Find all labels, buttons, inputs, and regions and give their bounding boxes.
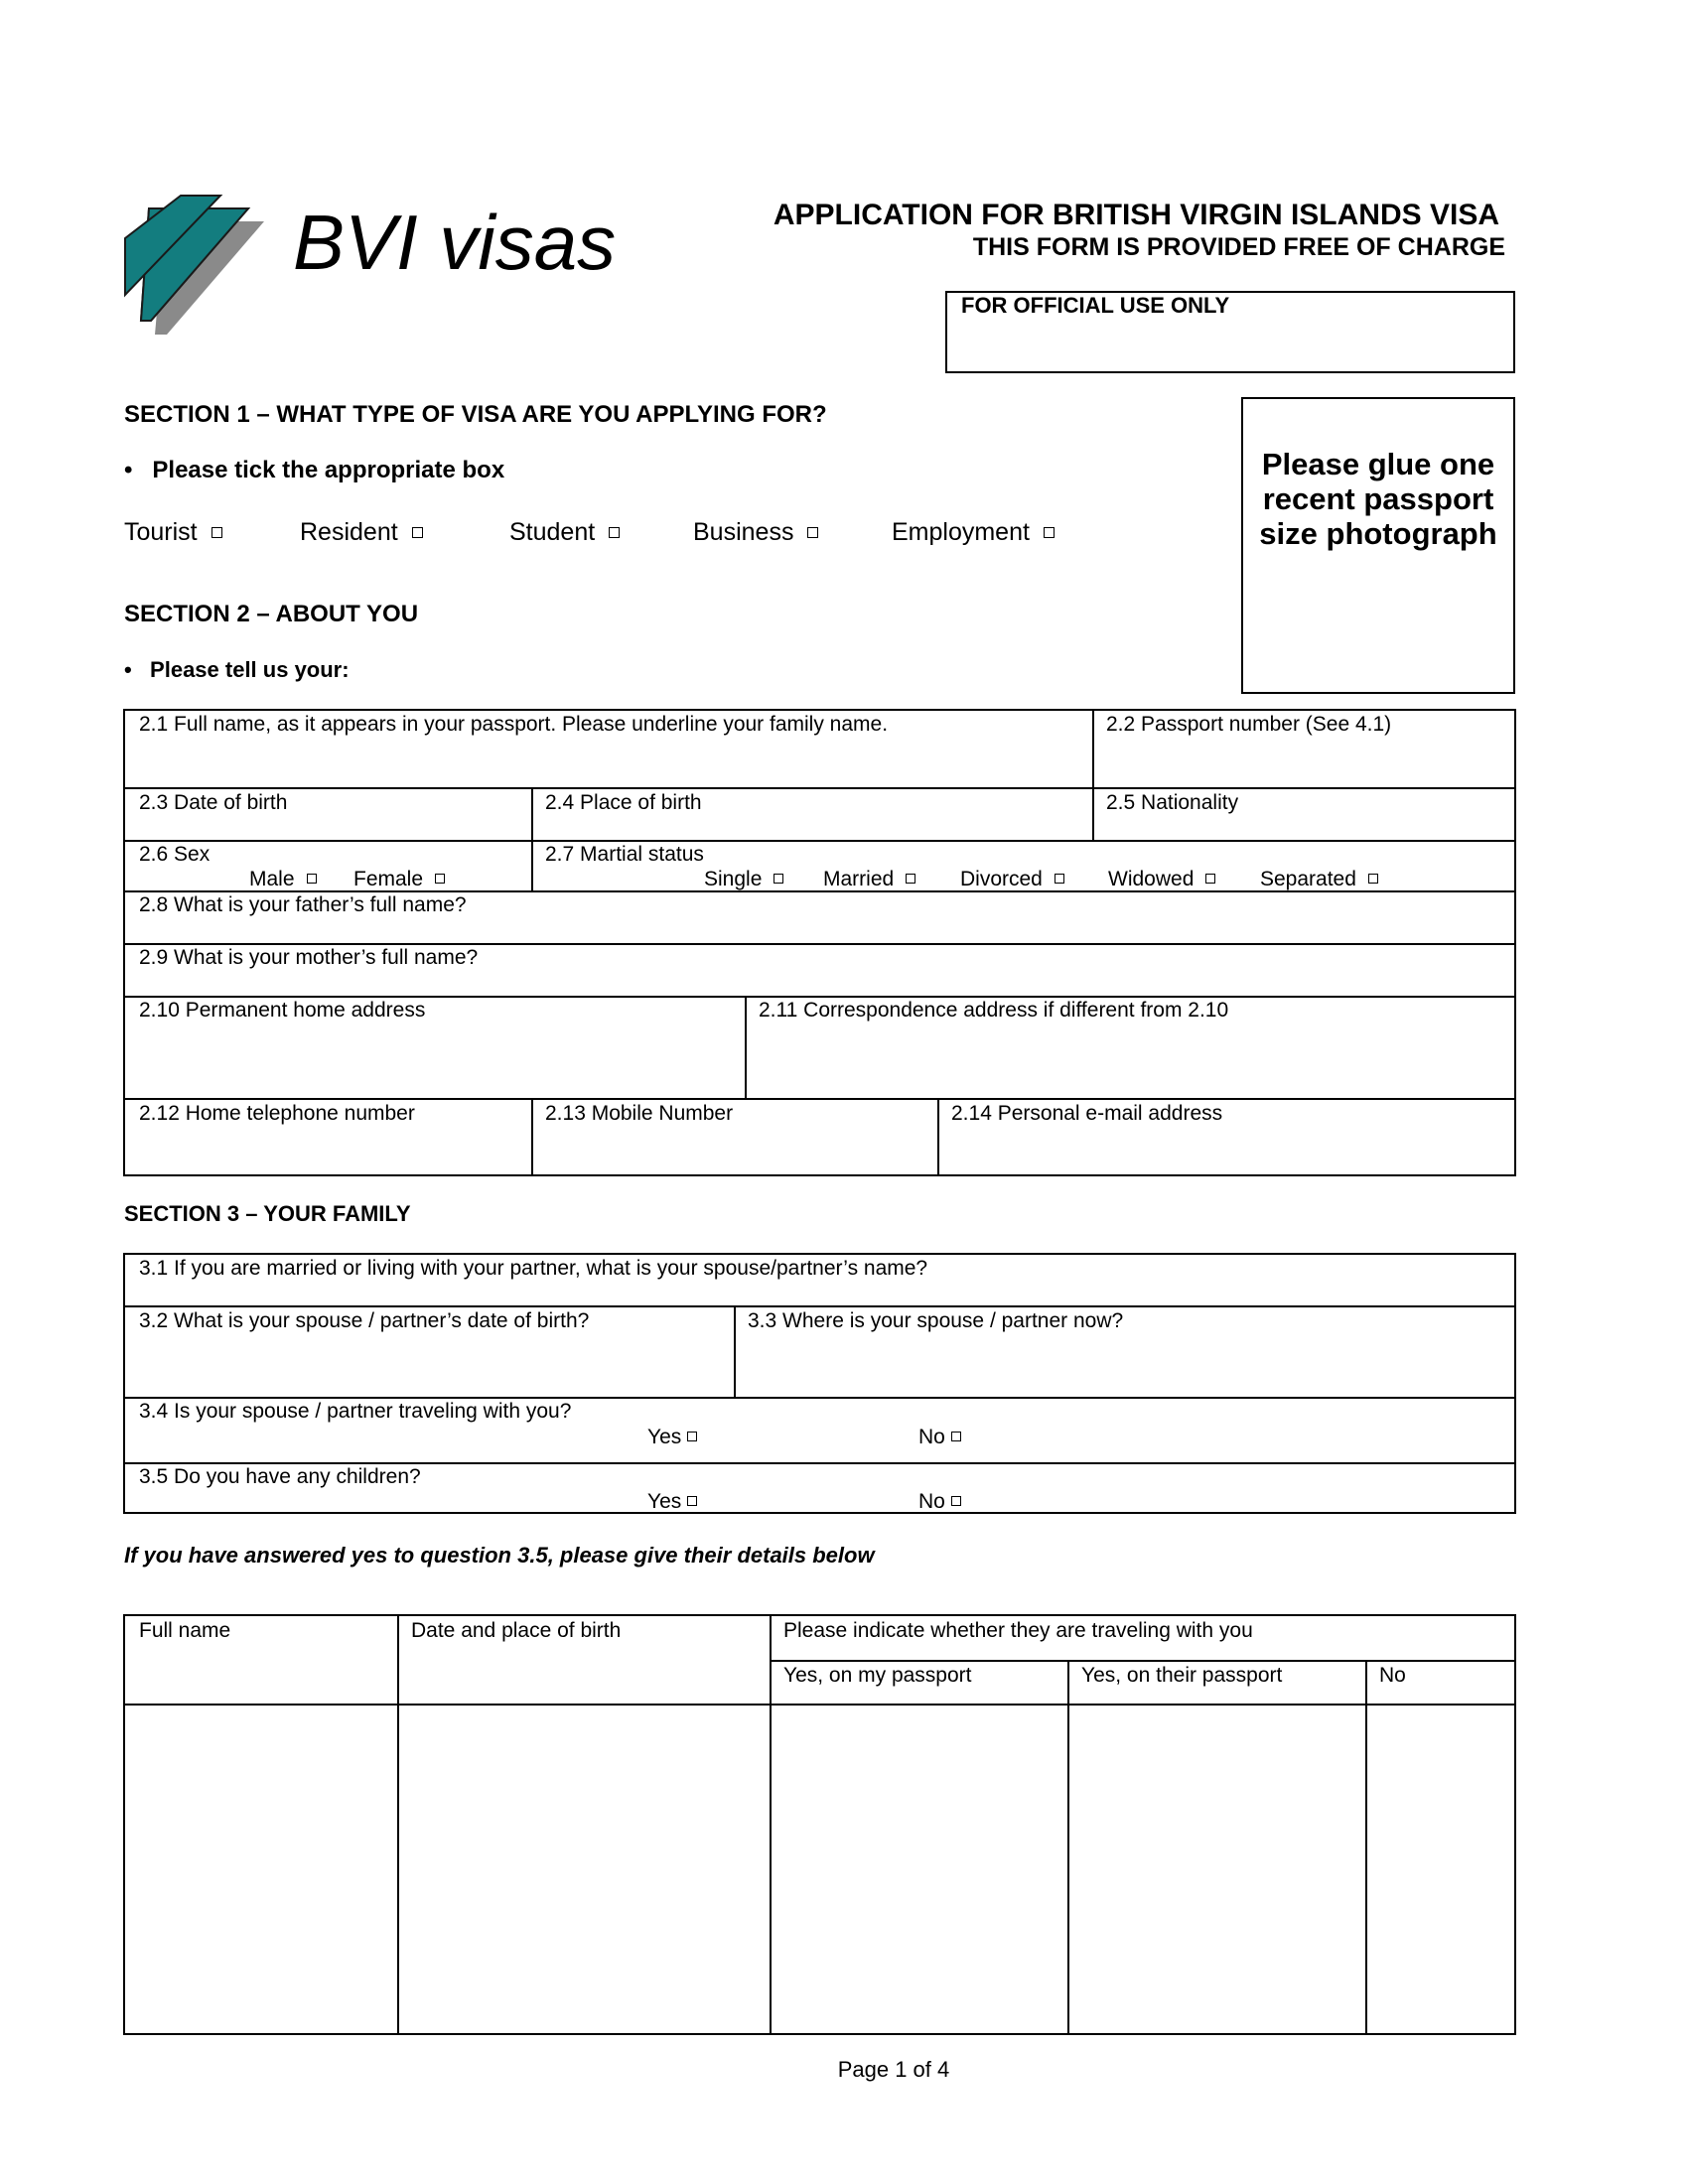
visa-option-employment[interactable]: Employment — [892, 518, 1055, 547]
field-2-7-marital-status: 2.7 Martial status — [545, 843, 704, 866]
form-subtitle: THIS FORM IS PROVIDED FREE OF CHARGE — [972, 233, 1505, 261]
logo-text: BVI visas — [293, 199, 617, 286]
bvi-logo-icon — [117, 194, 276, 338]
marital-option-separated[interactable]: Separated — [1260, 868, 1378, 891]
field-2-14-email[interactable]: 2.14 Personal e-mail address — [951, 1102, 1223, 1125]
field-2-1-full-name[interactable]: 2.1 Full name, as it appears in your passport. Please underline your family name. — [139, 713, 889, 736]
visa-option-tourist[interactable]: Tourist — [124, 518, 222, 547]
children-details-note: If you have answered yes to question 3.5, please give their details below — [124, 1543, 875, 1568]
marital-option-widowed[interactable]: Widowed — [1108, 868, 1215, 891]
field-2-13-mobile-number[interactable]: 2.13 Mobile Number — [545, 1102, 734, 1125]
field-3-2-spouse-dob[interactable]: 3.2 What is your spouse / partner’s date of birth? — [139, 1309, 590, 1332]
children-table — [123, 1614, 1516, 2035]
section1-instruction: • Please tick the appropriate box — [124, 457, 505, 483]
marital-option-divorced[interactable]: Divorced — [960, 868, 1064, 891]
children-name-cell[interactable] — [127, 1706, 395, 2031]
subcol-header-my-passport: Yes, on my passport — [783, 1664, 972, 1687]
spouse-traveling-no[interactable]: No — [918, 1426, 961, 1449]
visa-option-student[interactable]: Student — [509, 518, 620, 547]
field-3-1-spouse-name[interactable]: 3.1 If you are married or living with your partner, what is your spouse/partner’s name? — [139, 1257, 928, 1280]
visa-option-business[interactable]: Business — [693, 518, 818, 547]
section2-title: SECTION 2 – ABOUT YOU — [124, 601, 419, 627]
col-header-full-name: Full name — [139, 1619, 231, 1642]
spouse-traveling-yes[interactable]: Yes — [647, 1426, 697, 1449]
col-header-date-place-birth: Date and place of birth — [411, 1619, 622, 1642]
subcol-header-no: No — [1379, 1664, 1406, 1687]
children-no-checkbox[interactable] — [951, 1496, 961, 1506]
section2-instruction: • Please tell us your: — [124, 657, 350, 682]
visa-option-resident[interactable]: Resident — [300, 518, 423, 547]
marital-option-married[interactable]: Married — [823, 868, 915, 891]
field-3-4-spouse-traveling: 3.4 Is your spouse / partner traveling with you? — [139, 1400, 572, 1423]
field-2-3-date-of-birth[interactable]: 2.3 Date of birth — [139, 791, 288, 814]
male-checkbox[interactable] — [307, 874, 317, 884]
married-checkbox[interactable] — [906, 874, 915, 884]
field-2-6-sex: 2.6 Sex — [139, 843, 211, 866]
resident-checkbox[interactable] — [412, 527, 423, 538]
field-2-9-mother-name[interactable]: 2.9 What is your mother’s full name? — [139, 946, 479, 969]
business-checkbox[interactable] — [807, 527, 818, 538]
form-title: APPLICATION FOR BRITISH VIRGIN ISLANDS VISA — [773, 199, 1499, 231]
field-3-3-spouse-location[interactable]: 3.3 Where is your spouse / partner now? — [748, 1309, 1124, 1332]
col-header-traveling: Please indicate whether they are traveling with you — [783, 1619, 1253, 1642]
children-their-passport-cell[interactable] — [1069, 1706, 1363, 2031]
children-no[interactable]: No — [918, 1490, 961, 1514]
page-number: Page 1 of 4 — [837, 2057, 950, 2082]
field-2-10-home-address[interactable]: 2.10 Permanent home address — [139, 999, 426, 1022]
widowed-checkbox[interactable] — [1205, 874, 1215, 884]
children-my-passport-cell[interactable] — [772, 1706, 1065, 2031]
field-2-8-father-name[interactable]: 2.8 What is your father’s full name? — [139, 893, 467, 916]
tourist-checkbox[interactable] — [211, 527, 222, 538]
children-dob-cell[interactable] — [399, 1706, 768, 2031]
official-use-box — [945, 291, 1515, 373]
about-you-grid — [123, 709, 1516, 1176]
sex-option-female[interactable]: Female — [353, 868, 445, 891]
single-checkbox[interactable] — [774, 874, 783, 884]
children-no-cell[interactable] — [1367, 1706, 1512, 2031]
field-2-2-passport-number[interactable]: 2.2 Passport number (See 4.1) — [1106, 713, 1392, 736]
children-yes[interactable]: Yes — [647, 1490, 697, 1514]
field-2-4-place-of-birth[interactable]: 2.4 Place of birth — [545, 791, 702, 814]
photo-instructions: Please glue one recent passport size photograph — [1259, 447, 1497, 551]
female-checkbox[interactable] — [435, 874, 445, 884]
divorced-checkbox[interactable] — [1055, 874, 1064, 884]
subcol-header-their-passport: Yes, on their passport — [1081, 1664, 1283, 1687]
separated-checkbox[interactable] — [1368, 874, 1378, 884]
employment-checkbox[interactable] — [1044, 527, 1055, 538]
field-2-11-correspondence-address[interactable]: 2.11 Correspondence address if different from 2.10 — [759, 999, 1229, 1022]
sex-option-male[interactable]: Male — [249, 868, 317, 891]
spouse-yes-checkbox[interactable] — [687, 1432, 697, 1441]
section1-title: SECTION 1 – WHAT TYPE OF VISA ARE YOU APPLYING FOR? — [124, 401, 827, 428]
field-2-12-home-telephone[interactable]: 2.12 Home telephone number — [139, 1102, 415, 1125]
children-yes-checkbox[interactable] — [687, 1496, 697, 1506]
field-2-5-nationality[interactable]: 2.5 Nationality — [1106, 791, 1239, 814]
family-grid — [123, 1253, 1516, 1514]
section3-title: SECTION 3 – YOUR FAMILY — [124, 1201, 411, 1226]
student-checkbox[interactable] — [609, 527, 620, 538]
spouse-no-checkbox[interactable] — [951, 1432, 961, 1441]
marital-option-single[interactable]: Single — [704, 868, 783, 891]
photo-box[interactable] — [1241, 397, 1515, 694]
official-use-label: FOR OFFICIAL USE ONLY — [961, 293, 1230, 318]
field-3-5-children: 3.5 Do you have any children? — [139, 1465, 421, 1488]
